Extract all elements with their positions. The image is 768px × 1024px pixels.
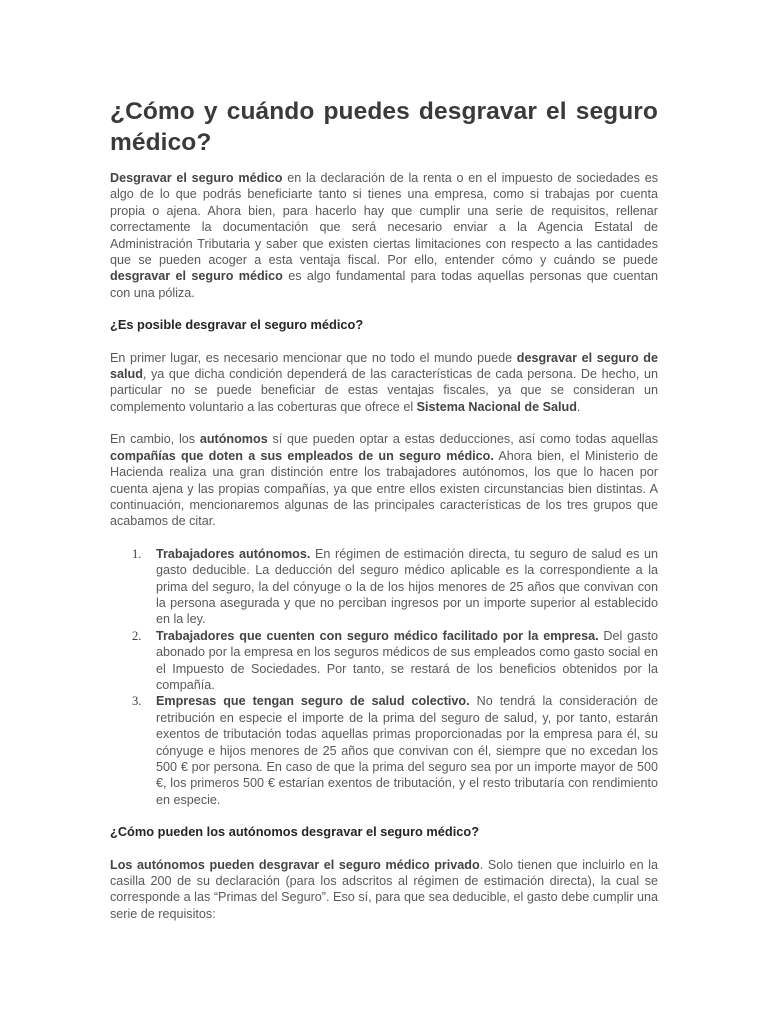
list-item-text: En régimen de estimación directa, tu seguro de salud es un gasto deducible. La deducción del seguro médico aplicable es la correspondiente a la prima del seguro, la del cónyuge o la de los hijos menores de 25 años que convivan con la persona asegurada y que no perciban ingresos por un importe superior al establecido en la ley. xyxy=(156,546,659,627)
section2-paragraph-1 xyxy=(110,857,658,923)
section-heading-autonomos: ¿Cómo pueden los autónomos desgravar el seguro médico? xyxy=(110,824,480,840)
s1p1-bold-2: Sistema Nacional de Salud xyxy=(416,399,577,414)
section1-paragraph-1 xyxy=(110,350,658,416)
section-heading-possible: ¿Es posible desgravar el seguro médico? xyxy=(110,317,364,333)
list-item xyxy=(110,693,658,808)
groups-list xyxy=(110,546,658,809)
s1p2-text-2: sí que pueden optar a estas deducciones, así como todas aquellas xyxy=(267,432,658,447)
list-item-bold: Empresas que tengan seguro de salud colectivo. xyxy=(156,694,470,709)
list-item xyxy=(110,546,658,628)
intro-text-1: en la declaración de la renta o en el impuesto de sociedades es algo de lo que podrás beneficiarte tanto si tienes una empresa, como si trabajas por cuenta propia o ajena. Ahora bien, para hacerlo hay que cumplir una serie de requisitos, rellenar correctamente la documentación que será necesario enviar a la Agencia Estatal de Administración Tributaria y saber que existen ciertas limitaciones con respecto a las cantidades que se pueden acoger a esta ventaja fiscal. Por ello, entender cómo y cuándo se puede xyxy=(110,171,659,268)
list-item-number: 3. xyxy=(132,694,142,709)
list-item-bold: Trabajadores autónomos. xyxy=(156,546,311,561)
s2p1-bold-1: Los autónomos pueden desgravar el seguro médico privado xyxy=(110,857,480,872)
s1p2-bold-1: autónomos xyxy=(199,432,268,447)
list-item-text: No tendrá la consideración de retribución en especie el importe de la prima del seguro de salud, y, por tanto, estarán exentos de tributación todas aquellas primas proporcionadas por la empresa para él, su cónyuge e hijos menores de 25 años que convivan con él, siempre que no excedan los 500 € por persona. En caso de que la prima del seguro sea por un importe mayor de 500 €, los primeros 500 € estarían exentos de tributación, y el resto tributaría con rendimiento en especie. xyxy=(156,694,658,807)
intro-bold-1: Desgravar el seguro médico xyxy=(110,171,283,185)
s1p2-text-1: En cambio, los xyxy=(110,432,200,447)
s1p1-bold-1: desgravar el seguro de salud xyxy=(110,350,658,382)
s1p2-bold-2: compañías que doten a sus empleados de un seguro médico. xyxy=(110,448,494,463)
list-item-number: 1. xyxy=(132,546,142,561)
s1p1-text-3: . xyxy=(576,399,581,414)
intro-paragraph xyxy=(110,170,658,301)
s2p1-text-1: . Solo tienen que incluirlo en la casilla 200 de su declaración (para los adscritos al régimen de estimación directa), la cual se corresponde a las “Primas del Seguro”. Eso sí, para que sea deducible, el gasto debe cumplir una serie de requisitos: xyxy=(110,857,658,921)
list-item-bold: Trabajadores que cuenten con seguro médico facilitado por la empresa. xyxy=(156,628,599,643)
list-item-number: 2. xyxy=(132,628,142,643)
intro-bold-2: desgravar el seguro médico xyxy=(110,269,283,284)
s1p2-text-3: Ahora bien, el Ministerio de Hacienda realiza una gran distinción entre los trabajadores autónomos, los que lo hacen por cuenta ajena y las propias compañías, ya que entre ellos existen circunstancias bien distintas. A continuación, mencionaremos algunas de las principales características de los tres grupos que acabamos de citar. xyxy=(110,448,658,529)
s1p1-text-1: En primer lugar, es necesario mencionar que no todo el mundo puede xyxy=(110,350,517,365)
document-body xyxy=(110,96,658,922)
intro-text-2: es algo fundamental para todas aquellas personas que cuentan con una póliza. xyxy=(110,269,658,300)
s1p1-text-2: , ya que dicha condición dependerá de las características de cada persona. De hecho, un particular no se puede beneficiar de estas ventajas fiscales, ya que se consideran un complemento voluntario a las coberturas que ofrece el xyxy=(110,367,658,414)
page-title: ¿Cómo y cuándo puedes desgravar el seguro médico? xyxy=(110,98,658,156)
section1-paragraph-2 xyxy=(110,431,658,529)
list-item xyxy=(110,628,658,694)
list-item-text: Del gasto abonado por la empresa en los seguros médicos de sus empleados como gasto social en el Impuesto de Sociedades. Por tanto, se restará de los beneficios obtenidos por la compañía. xyxy=(156,628,658,692)
